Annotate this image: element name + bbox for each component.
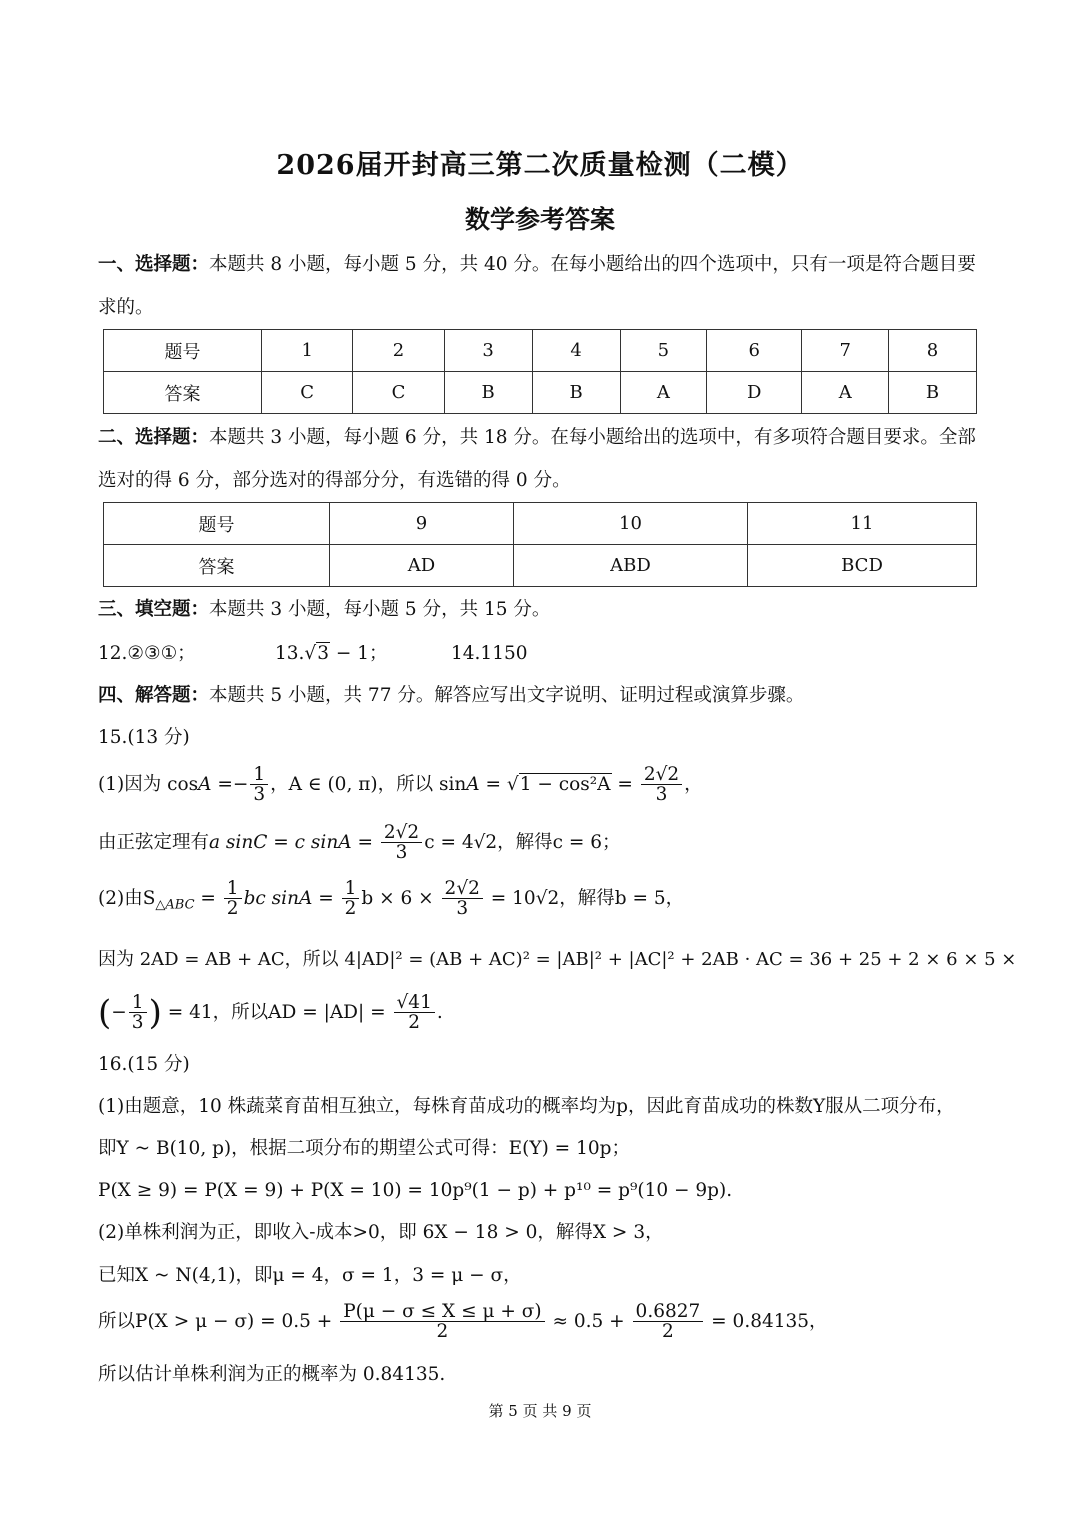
- section1-intro: [98, 252, 976, 278]
- fraction: $\frac{P(\mu - \sigma \le X \le \mu + \sigma)}{2}$: [340, 1302, 544, 1342]
- q15-p3-mid: =: [194, 887, 222, 909]
- fraction: $\frac{2√2}{3}$: [442, 879, 483, 919]
- answer-13-radicand: 3: [317, 643, 329, 664]
- answer-12: 12.②③①；: [98, 643, 196, 664]
- q15-p3-bc: bc sinA =: [243, 887, 340, 909]
- section2-text: 本题共 3 小题，每小题 6 分，共 18 分。在每小题给出的选项中，有多项符合题目要求。全部: [209, 427, 976, 448]
- table-row: [104, 545, 977, 587]
- q15-part1-line: (1)因为 cosA =− $\frac{1}{3}$ ，A ∈ (0, π)，所以 sinA = √1 − cos²A = $\frac{2√2}{3}$ ，: [98, 764, 703, 806]
- fraction: $\frac{0.6827}{2}$: [633, 1302, 704, 1342]
- q16-line4: (2)单株利润为正，即收入-成本>0，即 6X − 18 > 0，解得X > 3，: [98, 1222, 664, 1243]
- answer-13: 13.√3 − 1；: [275, 643, 388, 664]
- q16-line1: (1)由题意，10 株蔬菜育苗相互独立，每株育苗成功的概率均为p，因此育苗成功的株数Y服从二项分布，: [98, 1096, 955, 1117]
- fraction: $\frac{1}{3}$: [250, 765, 268, 805]
- q16-l6-mid: ≈ 0.5 +: [546, 1310, 631, 1332]
- q16-line5: 已知X ~ N(4,1)，即μ = 4，σ = 1，3 = μ − σ，: [98, 1265, 522, 1286]
- page-footer: 第 5 页 共 9 页: [488, 1402, 592, 1420]
- q15-p2-after: c = 4√2，解得c = 6；: [424, 831, 621, 853]
- q15-part2-line3: (− $\frac{1}{3}$ ) = 41，所以AD = |AD| = $\frac{√41}{2}$ .: [98, 992, 443, 1034]
- table-label-answer: 答案: [104, 545, 330, 587]
- section2-intro: [98, 425, 976, 451]
- section3-heading: 三、填空题：: [98, 599, 210, 620]
- section1-heading: 一、选择题：: [98, 254, 210, 275]
- q15-header: 15.(13 分): [98, 727, 190, 748]
- table-cell: A: [620, 372, 707, 414]
- table-cell: B: [888, 372, 976, 414]
- answer-13-prefix: 13.: [275, 643, 305, 664]
- table-row: [104, 330, 977, 372]
- table-cell: B: [444, 372, 532, 414]
- q15-p3-b6: b × 6 ×: [361, 887, 440, 909]
- q16-line3: P(X ≥ 9) = P(X = 9) + P(X = 10) = 10p⁹(1 − p) + p¹⁰ = p⁹(10 − 9p).: [98, 1180, 733, 1201]
- section3-text: 本题共 3 小题，每小题 5 分，共 15 分。: [209, 599, 551, 620]
- q15-p3-tail: = 10√2，解得b = 5，: [484, 887, 685, 909]
- table-cell: 5: [620, 330, 707, 372]
- section4-heading: 四、解答题：: [98, 685, 210, 706]
- fraction: $\frac{1}{3}$: [129, 993, 147, 1033]
- section1-answer-table: [103, 329, 977, 414]
- q15-p1-eq: =−: [211, 773, 249, 795]
- table-label-question: 题号: [104, 503, 330, 545]
- q16-l6-prefix: 所以P(X > μ − σ) = 0.5 +: [98, 1310, 339, 1332]
- section4-intro: [98, 683, 804, 709]
- section3-intro: [98, 597, 550, 623]
- q15-p1-mid: ，A ∈ (0, π)，所以 sin: [270, 773, 467, 795]
- table-cell: 4: [532, 330, 620, 372]
- q16-line7: 所以估计单株利润为正的概率为 0.84135.: [98, 1364, 446, 1385]
- page-title: 2026届开封高三第二次质量检测（二模）: [276, 150, 804, 181]
- table-cell: 7: [802, 330, 889, 372]
- q15-p1-prefix: (1)因为 cos: [98, 773, 199, 795]
- table-cell: 3: [444, 330, 532, 372]
- section1-text-cont: 求的。: [98, 297, 154, 318]
- table-cell: 9: [330, 503, 514, 545]
- q16-line6: [98, 1302, 828, 1342]
- section1-text: 本题共 8 小题，每小题 5 分，共 40 分。在每小题给出的四个选项中，只有一项是符合题目要: [209, 254, 976, 275]
- q16-l6-tail: = 0.84135，: [705, 1310, 828, 1332]
- section4-text: 本题共 5 小题，共 77 分。解答应写出文字说明、证明过程或演算步骤。: [209, 685, 805, 706]
- table-cell: 8: [888, 330, 976, 372]
- q15-part1-line2: [98, 823, 621, 863]
- fraction: $\frac{2√2}{3}$: [381, 823, 422, 863]
- table-cell: ABD: [514, 545, 748, 587]
- section2-text-cont: 选对的得 6 分，部分选对的得部分分，有选错的得 0 分。: [98, 470, 571, 491]
- q15-p5-mid: = 41，所以AD = |AD| =: [161, 1001, 392, 1023]
- fraction: $\frac{2√2}{3}$: [641, 765, 682, 805]
- table-cell: A: [802, 372, 889, 414]
- q16-line2: 即Y ~ B(10, p)，根据二项分布的期望公式可得：E(Y) = 10p；: [98, 1138, 630, 1159]
- table-cell: 11: [748, 503, 977, 545]
- q16-header: 16.(15 分): [98, 1054, 190, 1075]
- table-row: [104, 503, 977, 545]
- section2-heading: 二、选择题：: [98, 427, 210, 448]
- table-cell: 2: [353, 330, 444, 372]
- table-cell: BCD: [748, 545, 977, 587]
- table-cell: 1: [262, 330, 353, 372]
- q15-p2-eq: a sinC = c sinA =: [209, 831, 379, 853]
- table-cell: AD: [330, 545, 514, 587]
- table-cell: 6: [707, 330, 802, 372]
- fraction: $\frac{1}{2}$: [342, 879, 360, 919]
- q15-p5-tail: .: [436, 1001, 443, 1023]
- table-row: [104, 372, 977, 414]
- fraction: $\frac{1}{2}$: [224, 879, 242, 919]
- table-label-answer: 答案: [104, 372, 262, 414]
- table-cell: B: [532, 372, 620, 414]
- fraction: $\frac{√41}{2}$: [394, 993, 435, 1033]
- page-subtitle: 数学参考答案: [464, 205, 615, 234]
- q15-p1-tail: ，: [684, 773, 703, 795]
- answer-13-suffix: − 1；: [330, 643, 388, 664]
- q15-p1-sqrt: 1 − cos²A: [519, 773, 611, 795]
- answer-14: 14.1150: [451, 643, 528, 664]
- q15-part2-line1: [98, 879, 684, 919]
- q15-p2-prefix: 由正弦定理有: [98, 831, 210, 853]
- table-label-question: 题号: [104, 330, 262, 372]
- section2-answer-table: [103, 502, 977, 587]
- table-cell: C: [262, 372, 353, 414]
- table-cell: 10: [514, 503, 748, 545]
- q15-p3-prefix: (2)由S: [98, 887, 156, 909]
- q15-part2-line2: 因为 2AD = AB + AC，所以 4|AD|² = (AB + AC)² = |AB|² + |AC|² + 2AB · AC = 36 + 25 + 2 × 6 × 5 ×: [98, 949, 1017, 970]
- table-cell: C: [353, 372, 444, 414]
- q15-p3-sub: △ABC: [155, 897, 195, 913]
- table-cell: D: [707, 372, 802, 414]
